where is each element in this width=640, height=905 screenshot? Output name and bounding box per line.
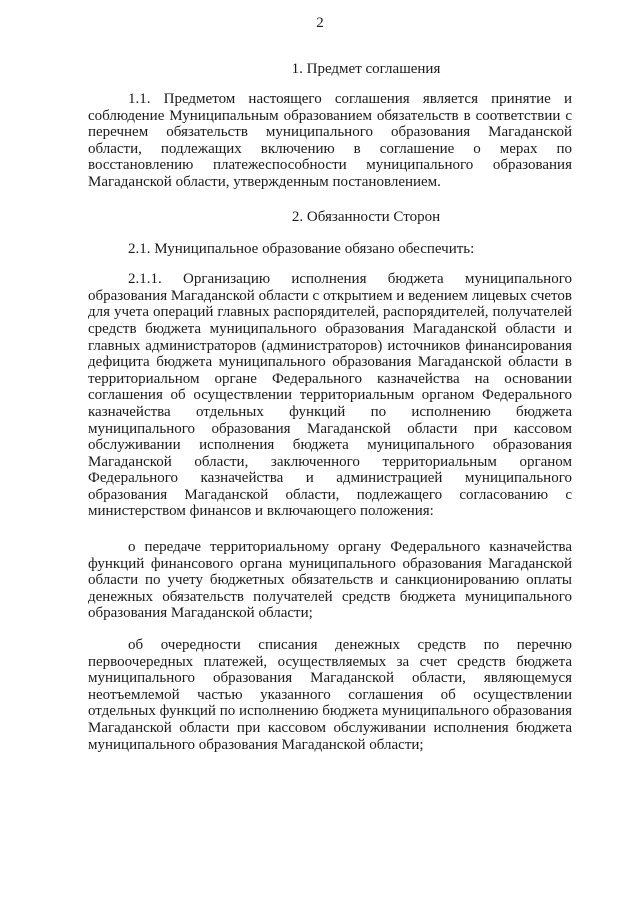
- document-body: [88, 60, 572, 753]
- section-heading: 1. Предмет соглашения: [291, 61, 441, 77]
- paragraph: о передаче территориальному органу Федерального казначейства функций финансового органа муниципального образования Магаданской области по учету бюджетных обязательств и санкционированию оплаты денежных обязательств получателей средств бюджета муниципального образования Магаданской области;: [88, 539, 572, 622]
- paragraph: об очередности списания денежных средств по перечню первоочередных платежей, осуществляемых за счет средств бюджета муниципального образования Магаданской области, являющемуся неотъемлемой частью указанного соглашения об осуществлении отдельных функций по исполнению бюджета муниципального образования Магаданской области при кассовом обслуживании исполнения бюджета муниципального образования Магаданской области;: [88, 637, 572, 753]
- paragraph: 1.1. Предметом настоящего соглашения является принятие и соблюдение Муниципальным образованием обязательств в соответствии с перечнем обязательств муниципального образования Магаданской области, подлежащих включению в соглашение о мерах по восстановлению платежеспособности муниципального образования Магаданской области, утвержденным постановлением.: [88, 91, 572, 190]
- page-number: 2: [316, 15, 324, 31]
- paragraph: 2.1. Муниципальное образование обязано обеспечить:: [128, 240, 475, 257]
- paragraph: 2.1.1. Организацию исполнения бюджета муниципального образования Магаданской области с открытием и ведением лицевых счетов для учета операций главных распорядителей, распорядителей, получателей средств бюджета муниципального образования Магаданской области и главных администраторов (администраторов) источников финансирования дефицита бюджета муниципального образования Магаданской области в территориальном органе Федерального казначейства на основании соглашения об осуществлении территориальным органом Федерального казначейства отдельных функций по исполнению бюджета муниципального образования Магаданской области при кассовом обслуживании исполнения бюджета муниципального образования Магаданской области, заключенного территориальным органом Федерального казначейства и администрацией муниципального образования Магаданской области, подлежащего согласованию с министерством финансов и включающего положения:: [88, 271, 572, 520]
- section-heading: 2. Обязанности Сторон: [291, 208, 441, 225]
